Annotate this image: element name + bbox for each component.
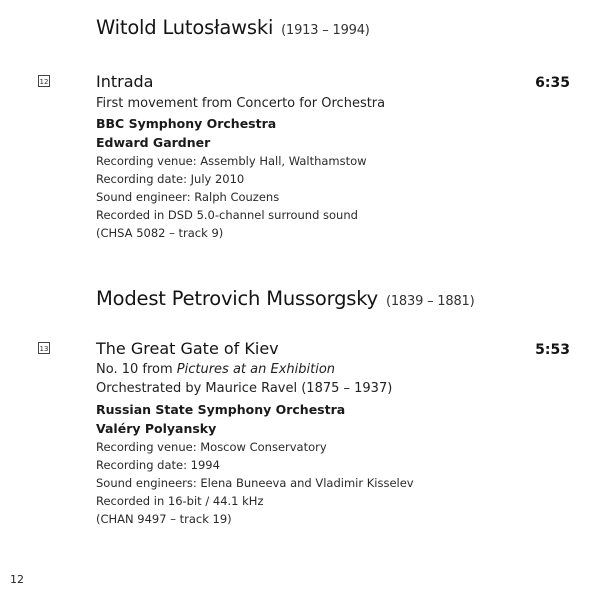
subtitle-work-title: Pictures at an Exhibition (176, 362, 336, 377)
recording-format: Recorded in 16-bit / 44.1 kHz (96, 494, 264, 508)
orchestration-credit: Orchestrated by Maurice Ravel (1875 – 1937) (96, 381, 393, 396)
track-subtitle: First movement from Concerto for Orchestra (96, 96, 386, 111)
composer-name: Modest Petrovich Mussorgsky (96, 287, 378, 310)
catalog-reference: (CHSA 5082 – track 9) (96, 226, 224, 240)
track-title: Intrada (96, 72, 154, 91)
orchestra-name: Russian State Symphony Orchestra (96, 402, 346, 417)
sound-engineer: Sound engineer: Ralph Couzens (96, 190, 280, 204)
composer-heading-2 (96, 287, 474, 310)
track-subtitle (96, 362, 335, 377)
track-title: The Great Gate of Kiev (96, 339, 279, 358)
track-duration: 6:35 (535, 75, 570, 91)
track-duration: 5:53 (535, 342, 570, 358)
subtitle-prefix: No. 10 from (96, 362, 177, 377)
recording-format: Recorded in DSD 5.0-channel surround sound (96, 208, 358, 222)
composer-name: Witold Lutosławski (96, 16, 274, 39)
track-number-badge: 13 (38, 342, 50, 354)
sound-engineer: Sound engineers: Elena Buneeva and Vladimir Kisselev (96, 476, 414, 490)
composer-heading-1 (96, 16, 370, 39)
recording-date: Recording date: July 2010 (96, 172, 245, 186)
catalog-reference: (CHAN 9497 – track 19) (96, 512, 232, 526)
conductor-name: Valéry Polyansky (96, 421, 217, 436)
recording-venue: Recording venue: Moscow Conservatory (96, 440, 327, 454)
track-number-badge: 12 (38, 75, 50, 87)
conductor-name: Edward Gardner (96, 135, 211, 150)
composer-dates: (1839 – 1881) (385, 294, 475, 309)
composer-dates: (1913 – 1994) (281, 23, 370, 38)
orchestra-name: BBC Symphony Orchestra (96, 116, 277, 131)
recording-date: Recording date: 1994 (96, 458, 220, 472)
recording-venue: Recording venue: Assembly Hall, Walthamstow (96, 154, 367, 168)
page-number: 12 (10, 573, 24, 586)
